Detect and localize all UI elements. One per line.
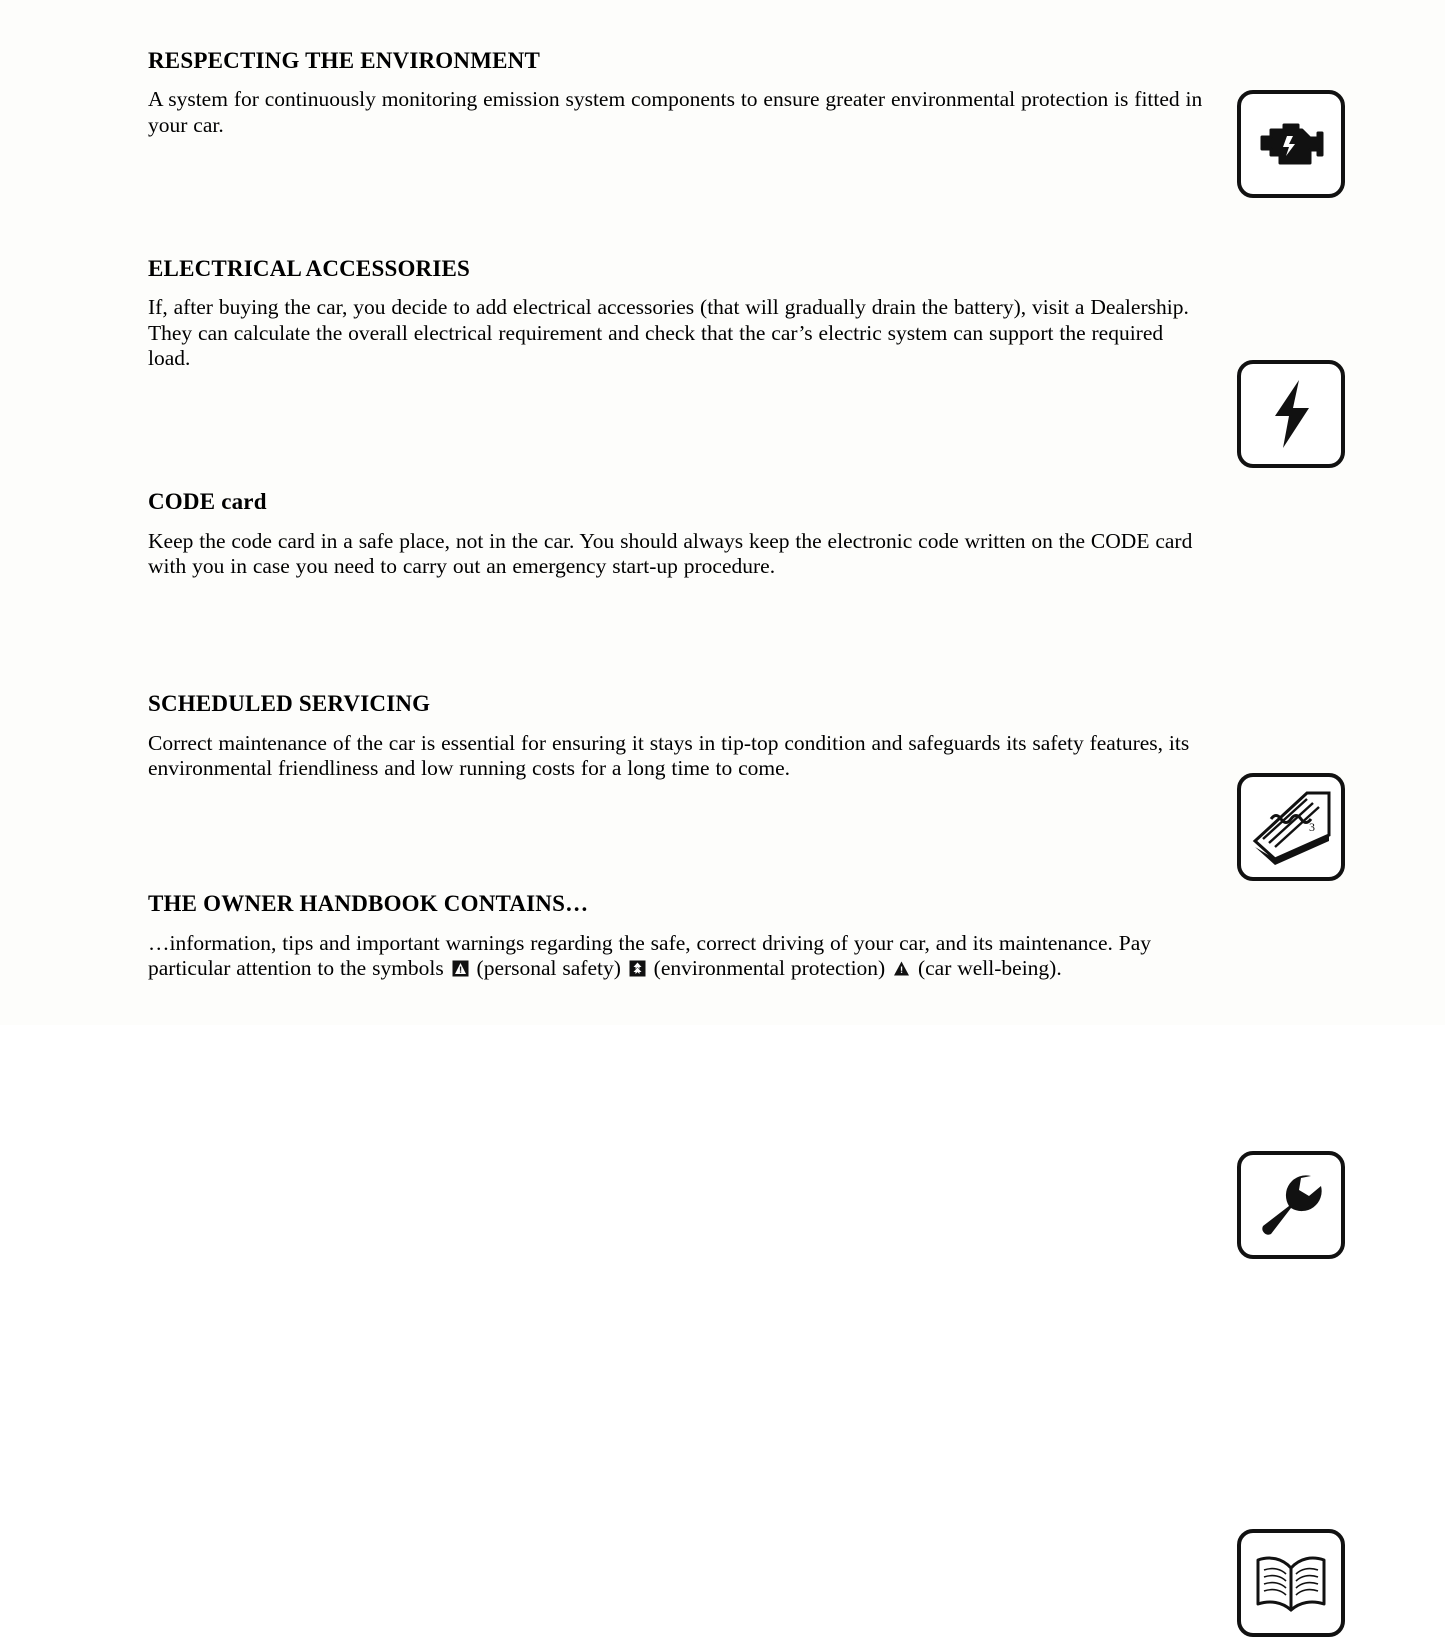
handbook-text-part-2: (personal safety)	[476, 956, 621, 981]
section-body	[148, 931, 1208, 982]
section-body: If, after buying the car, you decide to add electrical accessories (that will gradually drain the battery), visit a Dealership. They can calculate the overall electrical requirement and check that the car’s electric system can support the required load.	[148, 295, 1189, 371]
section-title: ELECTRICAL ACCESSORIES	[148, 256, 471, 282]
section-body: A system for continuously monitoring emission system components to ensure greater environmental protection is fitted in your car.	[148, 87, 1203, 137]
svg-text:3: 3	[1309, 820, 1315, 835]
wrench-icon	[1237, 1151, 1345, 1259]
section-respecting-the-environment	[148, 40, 1345, 138]
handbook-text-part-3: (environmental protection)	[653, 956, 886, 981]
section-body: Correct maintenance of the car is essential for ensuring it stays in tip-top condition and safeguards its safety features, its environmental friendliness and low running costs for a long time to come.	[148, 730, 1190, 781]
section-title: CODE card	[148, 489, 267, 515]
environmental-protection-symbol	[629, 960, 646, 977]
section-owner-handbook-contains	[148, 781, 1345, 981]
section-scheduled-servicing	[148, 579, 1345, 781]
section-title: RESPECTING THE ENVIRONMENT	[148, 48, 541, 73]
section-electrical-accessories	[148, 138, 1345, 371]
section-body: Keep the code card in a safe place, not in the car. You should always keep the electronic code written on the CODE card with you in case you need to carry out an emergency start-up procedure.	[148, 528, 1193, 579]
car-well-being-symbol	[893, 960, 910, 977]
section-title: SCHEDULED SERVICING	[148, 691, 431, 717]
handbook-text-part-4: (car well-being).	[917, 956, 1062, 981]
open-book-icon	[1237, 1529, 1345, 1637]
handbook-text-part-1: …information, tips and important warnings regarding the safe, correct driving of your car, and its maintenance. Pay particular attention to the symbols	[148, 930, 1152, 981]
personal-safety-symbol	[452, 960, 469, 977]
section-title: THE OWNER HANDBOOK CONTAINS…	[148, 891, 589, 917]
